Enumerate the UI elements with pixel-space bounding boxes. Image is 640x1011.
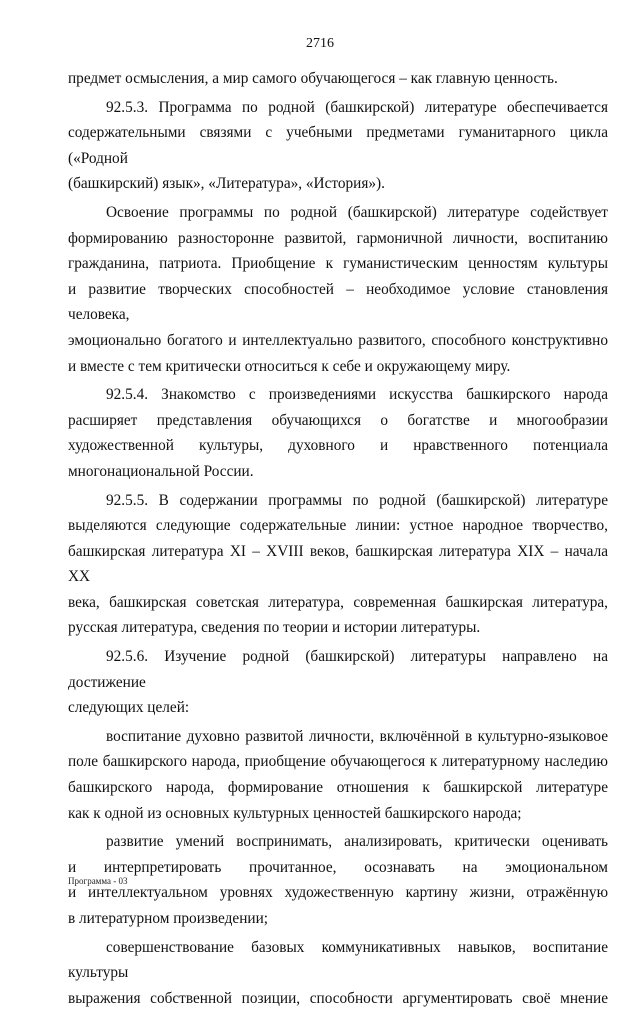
document-body [68, 66, 608, 1011]
text-line: башкирского народа, формирование отношения к башкирской литературе [68, 779, 608, 797]
page-number: 2716 [306, 36, 334, 51]
text-line: и интерпретировать прочитанное, осознавать на эмоциональном [68, 858, 608, 876]
text-line: следующих целей: [68, 699, 190, 717]
text-line: поле башкирского народа, приобщение обучающегося к литературному наследию [68, 753, 608, 771]
text-line: расширяет представления обучающихся о богатстве и многообразии [68, 411, 608, 429]
text-line: и вместе с тем критически относиться к себе и окружающему миру. [68, 357, 511, 375]
text-line: как к одной из основных культурных ценностей башкирского народа; [68, 804, 522, 822]
paragraph-92-5-4-line: 92.5.4. Знакомство с произведениями искусства башкирского народа [106, 386, 608, 404]
text-line: выделяются следующие содержательные линии: устное народное творчество, [68, 517, 608, 535]
paragraph-92-5-3-line: 92.5.3. Программа по родной (башкирской) литературе обеспечивается [106, 98, 608, 116]
text-line: (башкирский) язык», «Литература», «История»). [68, 175, 385, 193]
goal-item-line: совершенствование базовых коммуникативных навыков, воспитание культуры [68, 938, 608, 982]
text-line: башкирская литература XI – XVIII веков, башкирская литература XIX – начала XX [68, 542, 608, 586]
text-line: века, башкирская советская литература, современная башкирская литература, [68, 593, 608, 611]
text-line: художественной культуры, духовного и нравственного потенциала [68, 437, 608, 455]
text-line: и развитие творческих способностей – необходимое условие становления человека, [68, 280, 608, 324]
text-line: и интеллектуальном уровнях художественную картину жизни, отражённую [68, 884, 608, 902]
text-line: формированию разносторонне развитой, гармоничной личности, воспитанию [68, 229, 608, 247]
text-line: русская литература, сведения по теории и истории литературы. [68, 619, 481, 637]
text-line: предмет осмысления, а мир самого обучающегося – как главную ценность. [68, 70, 558, 87]
goal-item-line: развитие умений воспринимать, анализировать, критически оценивать [106, 833, 608, 851]
goal-item-line: воспитание духовно развитой личности, включённой в культурно-языковое [106, 727, 608, 745]
text-line: многонациональной России. [68, 462, 254, 480]
text-line: выражения собственной позиции, способности аргументировать своё мнение [68, 989, 608, 1007]
text-line: эмоционально богатого и интеллектуально развитого, способного конструктивно [68, 331, 608, 349]
paragraph-mastery-line: Освоение программы по родной (башкирской) литературе содействует [106, 203, 608, 221]
paragraph-92-5-6-line: 92.5.6. Изучение родной (башкирской) литературы направлено на достижение [68, 648, 608, 691]
paragraph-92-5-5-line: 92.5.5. В содержании программы по родной (башкирской) литературе [106, 491, 608, 509]
text-line: гражданина, патриота. Приобщение к гуманистическим ценностям культуры [68, 255, 608, 273]
text-line: содержательными связями с учебными предметами гуманитарного цикла («Родной [68, 124, 608, 167]
footer-label: Программа - 03 [68, 876, 128, 886]
text-line: в литературном произведении; [68, 910, 269, 927]
